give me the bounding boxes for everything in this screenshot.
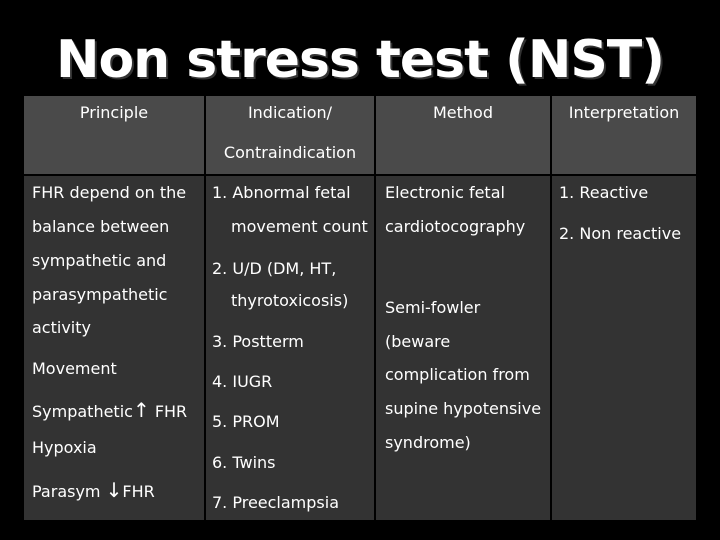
principle-line: parasympathetic — [32, 285, 168, 304]
header-principle: Principle — [79, 103, 149, 122]
principle-hypoxia: Hypoxia — [32, 438, 97, 457]
interpretation-item: 1. Reactive — [559, 183, 649, 202]
indication-item: 4. IUGR — [212, 372, 273, 391]
header-contraindication: Contraindication — [223, 143, 357, 162]
column-divider — [204, 96, 206, 520]
principle-line: sympathetic and — [32, 251, 167, 270]
indication-item: 2. U/D (DM, HT, — [212, 259, 337, 278]
indication-item: 7. Preeclampsia — [212, 493, 340, 512]
principle-line: FHR depend on the — [32, 183, 187, 202]
principle-line: activity — [32, 318, 91, 337]
method-line: supine hypotensive — [385, 399, 542, 418]
sympathetic-label: Sympathetic — [32, 402, 133, 421]
principle-line: balance between — [32, 217, 170, 236]
indication-item: movement count — [231, 217, 368, 236]
method-line: cardiotocography — [385, 217, 526, 236]
method-line: complication from — [385, 365, 530, 384]
method-line: (beware — [385, 332, 451, 351]
arrow-down-icon: ↓ — [105, 478, 123, 502]
method-line: syndrome) — [385, 433, 471, 452]
indication-item: 3. Postterm — [212, 332, 304, 351]
header-indication: Indication/ — [247, 103, 333, 122]
principle-sympathetic-row — [32, 398, 187, 422]
column-divider — [374, 96, 376, 520]
principle-parasym-row — [32, 478, 155, 502]
column-divider — [550, 96, 552, 520]
indication-item: thyrotoxicosis) — [231, 291, 349, 310]
method-line: Semi-fowler — [385, 298, 481, 317]
parasym-label: Parasym — [32, 482, 101, 501]
principle-movement: Movement — [32, 359, 117, 378]
header-interpretation: Interpretation — [568, 103, 680, 122]
indication-item: 5. PROM — [212, 412, 280, 431]
indication-item: 1. Abnormal fetal — [212, 183, 351, 202]
header-method: Method — [432, 103, 493, 122]
indication-item: 6. Twins — [212, 453, 276, 472]
arrow-up-icon: ↑ — [132, 398, 150, 422]
fhr-label: FHR — [154, 402, 188, 421]
slide-title: Non stress test (NST) — [55, 30, 665, 90]
fhr-label: FHR — [122, 482, 155, 501]
interpretation-item: 2. Non reactive — [559, 224, 682, 243]
method-line: Electronic fetal — [385, 183, 505, 202]
